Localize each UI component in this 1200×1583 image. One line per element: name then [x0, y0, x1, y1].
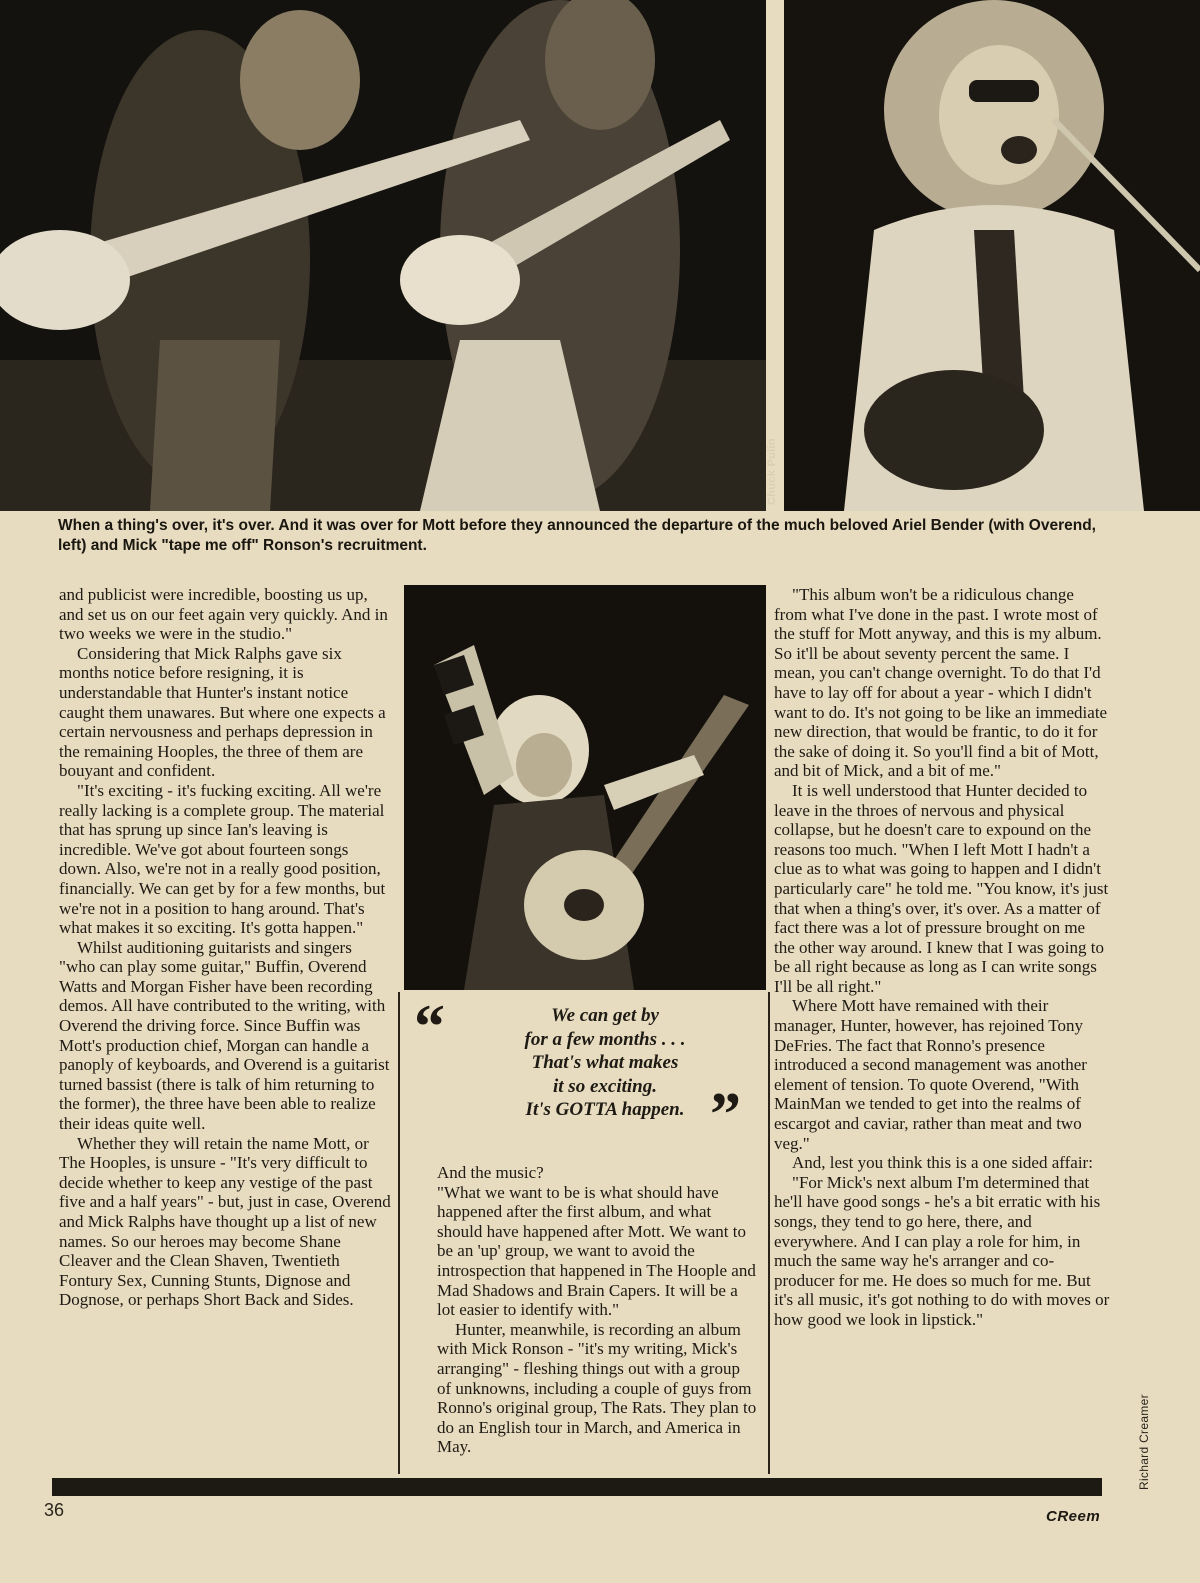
pull-quote-text — [460, 1004, 750, 1122]
pull-quote-line: That's what makes — [531, 1052, 679, 1073]
paragraph: "For Mick's next album I'm determined that he'll have good songs - he's a bit erratic with his songs, they tend to go here, there, and everywhere. And I can play a role for him, in much the same way he's arranger and co-producer for me. He does so much for me. But it's all music, it's got nothing to do with moves or how good we look in lipstick." — [774, 1172, 1110, 1329]
paragraph: and publicist were incredible, boosting us up, and set us on our feet again very quickly. And in two weeks we were in the studio." — [59, 585, 388, 644]
column-divider — [768, 992, 770, 1474]
pull-quote-line: it so exciting. — [553, 1075, 657, 1097]
photo-caption: When a thing's over, it's over. And it was over for Mott before they announced the departure of the much beloved Ariel Bender (with Overend, left) and Mick "tape me off" Ronson's recruitment. — [58, 517, 1096, 554]
pull-quote-line: We can get by — [551, 1005, 659, 1026]
writer-credit: Richard Creamer — [1137, 1394, 1151, 1490]
paragraph: "This album won't be a ridiculous change from what I've done in the past. I wrote most of the stuff for Mott anyway, and this is my album. So it'll be about seventy percent the same. I mean, you can't change overnight. To do that I'd have to lay off for about a year - which I didn't want to do. It's not going to be like an immediate new direction, that would be frantic, to do it for the sake of doing it. So you'll find a bit of Mott, and bit of Mick, and a bit of me." — [774, 585, 1108, 781]
paragraph: And the music? — [437, 1163, 544, 1182]
band-photo — [0, 0, 766, 511]
pull-quote-line: It's GOTTA happen. — [525, 1099, 685, 1120]
paragraph: And, lest you think this is a one sided affair: — [792, 1153, 1093, 1173]
paragraph: Whilst auditioning guitarists and singers "who can play some guitar," Buffin, Overend Watts and Morgan Fisher have been recording demos. All have contributed to the writing, with Overend the driving force. Since Buffin was Mott's production chief, Morgan can handle a panoply of keyboards, and Overend is a guitarist turned bassist (there is talk of him returning to the former), the three have been able to realize their ideas quite well. — [59, 937, 390, 1134]
page-number: 36 — [44, 1500, 65, 1520]
close-quote-mark: ” — [710, 1081, 741, 1149]
left-column — [59, 585, 391, 1310]
singer-photo — [784, 0, 1200, 511]
pull-quote — [400, 993, 768, 1149]
singer-photo-image — [784, 0, 1200, 511]
band-photo-image — [0, 0, 766, 511]
magazine-logo: CReem — [1046, 1508, 1101, 1525]
column-divider — [398, 992, 400, 1474]
open-quote-mark: “ — [414, 993, 445, 1061]
guitarist-photo — [404, 585, 766, 990]
paragraph: Considering that Mick Ralphs gave six months notice before resigning, it is understandable that Hunter's instant notice caught them unawares. But where one expects a certain nervousness and perhaps depression in the remaining Hooples, the three of them are bouyant and confident. — [59, 643, 386, 781]
paragraph: "What we want to be is what should have happened after the first album, and what should have happened after Mott. We want to be an 'up' group, we want to avoid the introspection that happened in The Hoople and Mad Shadows and Brain Capers. It will be a lot easier to identify with." — [437, 1182, 756, 1320]
middle-column — [437, 1163, 757, 1457]
pull-quote-line: for a few months . . . — [524, 1028, 686, 1050]
guitarist-photo-image — [404, 585, 766, 990]
paragraph: Hunter, meanwhile, is recording an album with Mick Ronson - "it's my writing, Mick's arranging" - fleshing things out with a group of unknowns, including a couple of guys from Ronno's original group, The Rats. They plan to do an English tour in March, and America in May. — [437, 1319, 757, 1457]
paragraph: Where Mott have remained with their manager, Hunter, however, has rejoined Tony DeFries. The fact that Ronno's presence introduced a second management was another element of tension. To quote Overend, "With MainMan we tended to get into the realms of escargot and caviar, rather than meat and two veg." — [774, 996, 1087, 1153]
paragraph: Whether they will retain the name Mott, or The Hooples, is unsure - "It's very difficult to decide whether to keep any vestige of the past five and a half years" - but, just in case, Overend and Mick Ralphs have thought up a list of new names. So our heroes may become Shane Cleaver and the Clean Shaven, Twentieth Fontury Sex, Cunning Stunts, Dignose and Dognose, or perhaps Short Back and Sides. — [59, 1133, 391, 1310]
right-column — [774, 585, 1110, 1330]
paragraph: It is well understood that Hunter decided to leave in the throes of nervous and physical collapse, but he doesn't care to expound on the reasons too much. "When I left Mott I hadn't a clue as to what was going to happen and I didn't particularly care" he told me. "You know, it's just that when a thing's over, it's over. As a matter of fact there was a lot of pressure brought on me the other way around. I knew that I was going to be all right because as long as I can write songs I'll be all right." — [774, 780, 1109, 996]
paragraph: "It's exciting - it's fucking exciting. All we're really lacking is a complete group. The material that has sprung up since Ian's leaving is incredible. We've got about fourteen songs down. Also, we're not in a really good position, financially. We can get by for a few months, but we're not in a position to hang around. That's what makes it so exciting. It's gotta happen." — [59, 780, 386, 938]
footer-rule — [52, 1478, 1102, 1496]
photo-credit: Chuck Pulin — [766, 438, 778, 505]
